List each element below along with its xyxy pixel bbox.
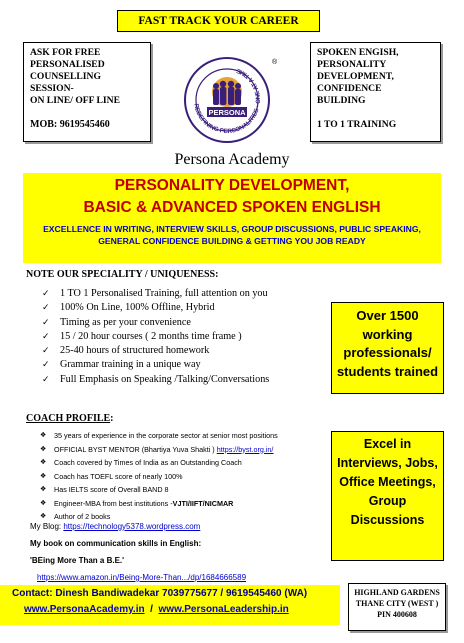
services-box	[310, 42, 441, 142]
diamond-bullet-icon: ❖	[40, 471, 47, 480]
byst-link[interactable]: https://byst.org.in/	[216, 444, 274, 454]
training-label: 1 TO 1 TRAINING	[317, 119, 397, 130]
check-icon: ✓	[42, 303, 50, 314]
website-link-leadership[interactable]: www.PersonaLeadership.in	[158, 604, 289, 615]
check-icon: ✓	[42, 374, 50, 385]
excel-line: Group	[368, 494, 407, 508]
coach-profile-title: COACH PROFILE:	[26, 413, 114, 424]
headline-line-2: BASIC & ADVANCED SPOKEN ENGLISH	[83, 199, 381, 216]
stat-line: professionals/	[343, 345, 432, 360]
diamond-bullet-icon: ❖	[40, 485, 47, 493]
excel-line: Excel in	[363, 437, 412, 451]
list-item: ✓ 25-40 hours of structured homework	[42, 344, 332, 358]
stat-line: students trained	[336, 363, 439, 379]
services-line: DEVELOPMENT,	[317, 71, 394, 82]
excel-line: Interviews, Jobs,	[337, 456, 438, 470]
list-item: ❖ OFFICIAL BYST MENTOR (Bhartiya Yuva Shakti ) https://byst.org.in/	[40, 443, 340, 457]
diamond-bullet-icon: ❖	[40, 498, 47, 507]
diamond-bullet-icon: ❖	[40, 431, 47, 439]
stat-line: working	[362, 326, 413, 342]
list-item: ✓ Full Emphasis on Speaking /Talking/Conversations	[42, 373, 332, 387]
list-item: ✓ Grammar training in a unique way	[42, 358, 332, 372]
book-title: 'BEing More Than a B.E.'	[30, 556, 125, 565]
list-item: ❖ Has IELTS score of Overall BAND 8	[40, 483, 340, 497]
counselling-box	[23, 42, 151, 142]
list-item: ✓ 1 TO 1 Personalised Training, full attention on you	[42, 287, 332, 301]
address-line: THANE CITY (WEST )	[355, 599, 439, 608]
address-line: PIN 400608	[377, 610, 417, 619]
banner-text: FAST TRACK YOUR CAREER	[138, 15, 299, 27]
sub-headline: EXCELLENCE IN WRITING, INTERVIEW SKILLS, GROUP DISCUSSIONS, PUBLIC SPEAKING, GENERAL CONFIDENCE BUILDING & GETTING YOU JOB READY	[43, 224, 421, 246]
mobile-number: MOB: 9619545460	[30, 119, 110, 130]
contact-line: Contact: Dinesh Bandiwadekar 7039775677 / 9619545460 (WA)	[12, 588, 308, 599]
diamond-bullet-icon: ❖	[40, 458, 47, 466]
blog-line: My Blog: https://technology5378.wordpress.com	[30, 522, 201, 531]
list-item: ✓ Timing as per your convenience	[42, 316, 332, 330]
logo-word: PERSONA	[208, 108, 246, 117]
diamond-bullet-icon: ❖	[40, 512, 47, 520]
list-item: ✓ 100% On Line, 100% Offline, Hybrid	[42, 301, 332, 315]
coach-profile-list	[40, 429, 340, 524]
speciality-list	[42, 287, 332, 387]
registered-mark: ®	[272, 59, 278, 66]
services-line: PERSONALITY	[317, 59, 387, 70]
students-trained-box	[331, 302, 444, 394]
excel-line: Discussions	[350, 513, 425, 527]
counselling-line: ASK FOR FREE	[30, 47, 101, 58]
counselling-line: SESSION-	[30, 83, 74, 94]
check-icon: ✓	[42, 289, 50, 299]
website-link-academy[interactable]: www.PersonaAcademy.in	[24, 604, 145, 615]
book-link[interactable]: https://www.amazon.in/Being-More-Than.../dp/1684666589	[37, 573, 247, 582]
list-item: ❖ Coach has TOEFL score of nearly 100%	[40, 470, 340, 484]
address-line: HIGHLAND GARDENS	[354, 588, 440, 597]
services-line: SPOKEN ENGISH,	[317, 47, 399, 58]
speciality-title: NOTE OUR SPECIALITY / UNIQUENESS:	[26, 269, 219, 280]
list-item: ❖ Engineer-MBA from best institutions -VJTI/IIFT/NICMAR	[40, 497, 340, 511]
services-line: CONFIDENCE	[317, 83, 382, 94]
website-line: www.PersonaAcademy.in / www.PersonaLeadership.in	[24, 604, 289, 615]
excel-in-box	[331, 431, 444, 561]
book-intro: My book on communication skills in English:	[30, 539, 202, 548]
persona-logo	[172, 52, 282, 148]
list-item: ❖ 35 years of experience in the corporate sector at senior most positions	[40, 429, 340, 443]
list-item: ❖ Coach covered by Times of India as an Outstanding Coach	[40, 456, 340, 470]
excel-line: Office Meetings,	[339, 475, 436, 489]
blog-link[interactable]: https://technology5378.wordpress.com	[63, 522, 201, 531]
counselling-line: PERSONALISED	[30, 59, 105, 70]
check-icon: ✓	[42, 360, 50, 371]
list-item: ❖ Author of 2 books	[40, 510, 340, 524]
top-banner	[117, 10, 320, 32]
check-icon: ✓	[42, 346, 50, 357]
headline-line-1: PERSONALITY DEVELOPMENT,	[114, 177, 350, 194]
logo-ring-text: REDEFINING PERSONALITIES - ONE AT A TIME	[192, 66, 263, 136]
diamond-bullet-icon: ❖	[40, 444, 47, 453]
counselling-line: ON LINE/ OFF LINE	[30, 95, 120, 106]
academy-name: Persona Academy	[174, 151, 290, 168]
check-icon: ✓	[42, 317, 50, 328]
address-box	[348, 583, 446, 631]
services-line: BUILDING	[317, 95, 366, 106]
stat-line: Over 1500	[356, 308, 419, 323]
counselling-line: COUNSELLING	[30, 71, 101, 82]
list-item: ✓ 15 / 20 hour courses ( 2 months time frame )	[42, 330, 332, 344]
check-icon: ✓	[42, 331, 50, 342]
